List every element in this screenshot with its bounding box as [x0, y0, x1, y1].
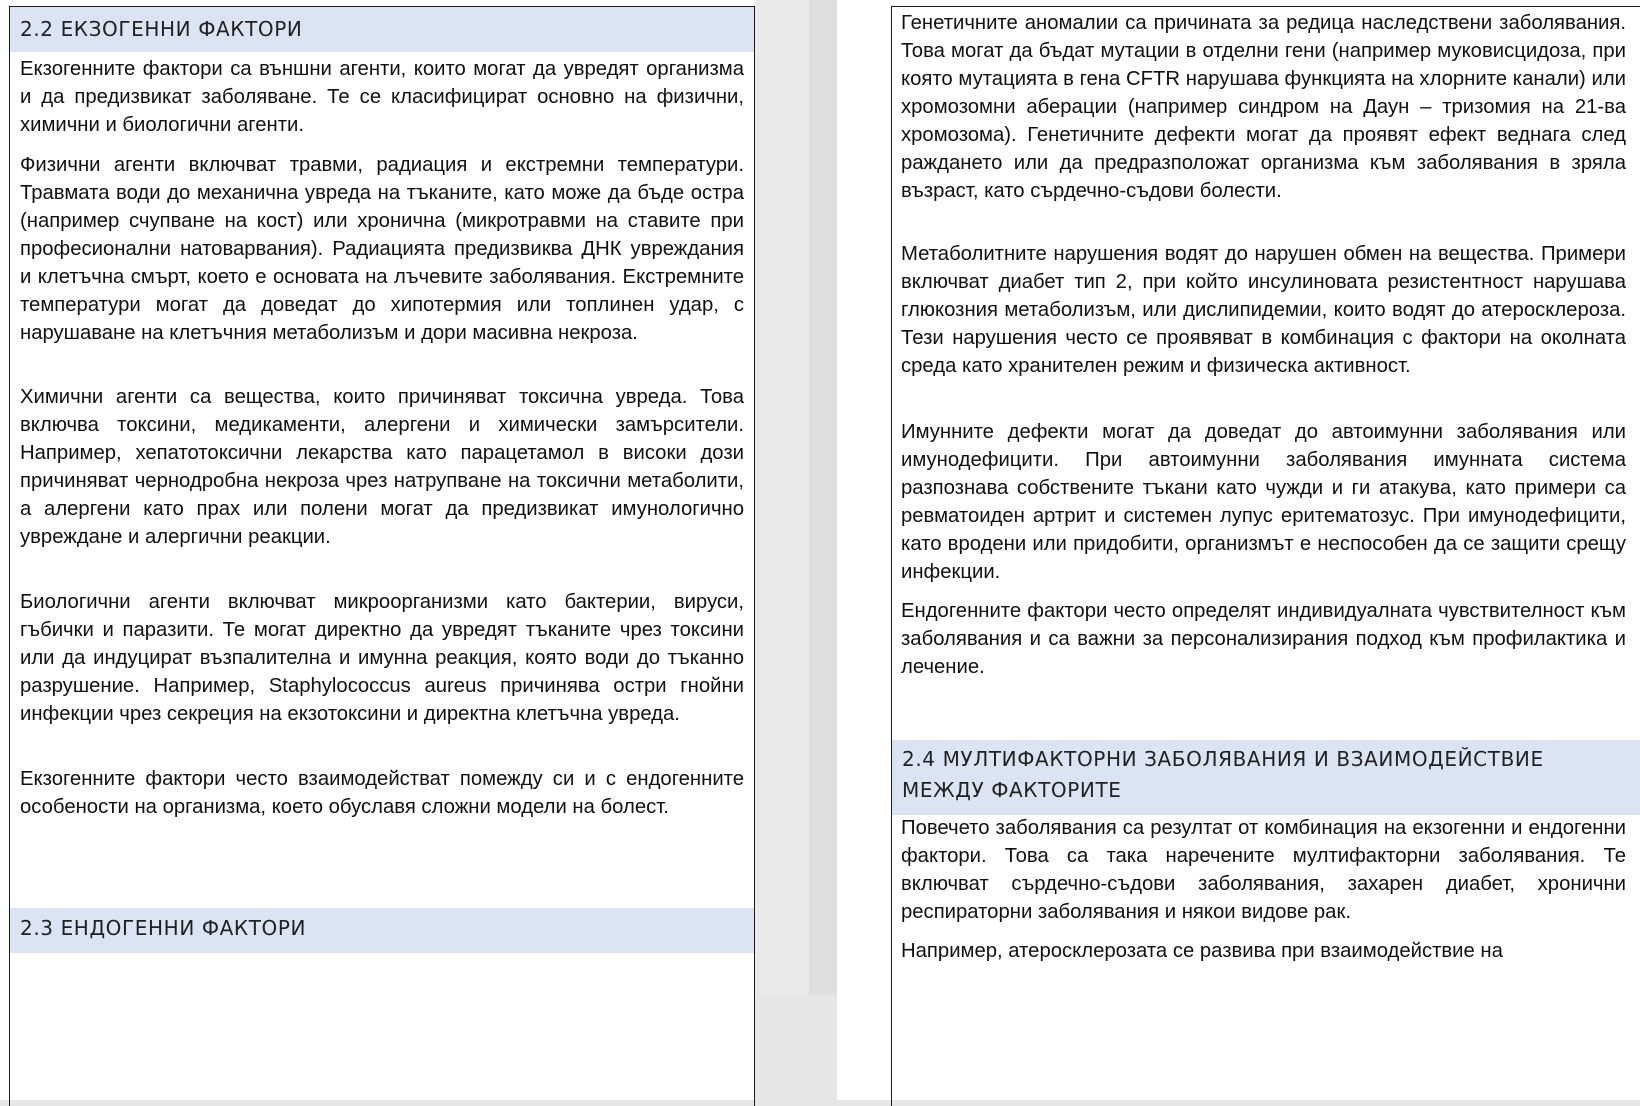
paragraph-exogenous-intro: Екзогенните фактори са външни агенти, които могат да увредят организма и да предизвикат заболяване. Те се класифицират основно на физични, химични и биологични агенти.	[20, 58, 744, 136]
section-heading-2-2: 2.2 ЕКЗОГЕННИ ФАКТОРИ	[10, 7, 754, 52]
paragraph-exogenous-interaction: Екзогенните фактори често взаимодействат помежду си и с ендогенните особености на организма, което обуславя сложни модели на болест.	[20, 768, 744, 818]
section-heading-2-4	[892, 740, 1640, 815]
paragraph-metabolic-disorders: Метаболитните нарушения водят до нарушен обмен на вещества. Примери включват диабет тип 2, при който инсулиновата резистентност нарушава глюкозния метаболизъм, или дислипидемии, които водят до атеросклероза. Тези нарушения често се проявяват в комбинация с фактори на околната среда като хранителен режим и физическа активност.	[901, 243, 1626, 377]
paragraph-atherosclerosis-cut: Например, атеросклерозата се развива при взаимодействие на	[901, 940, 1503, 962]
page-gap-shade	[809, 0, 837, 995]
paragraph-multifactorial-intro: Повечето заболявания са резултат от комбинация на екзогенни и ендогенни фактори. Това са така наречените мултифакторни заболявания. Те включват сърдечно-съдови заболявания, захарен диабет, хронични респираторни заболявания и някои видове рак.	[901, 817, 1626, 923]
paragraph-biological-agents: Биологични агенти включват микроорганизми като бактерии, вируси, гъбички и паразити. Те могат директно да увредят тъканите чрез токсини или да индуцират възпалителна и имунна реакция, която води до тъканно разрушение. Например, Staphylococcus aureus причинява остри гнойни инфекции чрез секреция на екзотоксини и директна клетъчна увреда.	[20, 591, 744, 725]
paragraph-endogenous-summary: Ендогенните фактори често определят индивидуалната чувствителност към заболявания и са важни за персонализирания подход към профилактика и лечение.	[901, 600, 1626, 678]
section-heading-2-4-line1: 2.4 МУЛТИФАКТОРНИ ЗАБОЛЯВАНИЯ И ВЗАИМОДЕЙСТВИЕ	[902, 747, 1544, 771]
section-heading-2-4-line2: МЕЖДУ ФАКТОРИТЕ	[902, 778, 1122, 802]
text-frame-left	[9, 6, 755, 1106]
paragraph-chemical-agents: Химични агенти са вещества, които причиняват токсична увреда. Това включва токсини, медикаменти, алергени и химически замърсители. Например, хепатотоксични лекарства като парацетамол в високи дози причиняват чернодробна некроза чрез натрупване на токсични метаболити, а алергени като прах или полени могат да предизвикат имунологично увреждане и алергични реакции.	[20, 386, 744, 548]
paragraph-physical-agents: Физични агенти включват травми, радиация и екстремни температури. Травмата води до механична увреда на тъканите, като може да бъде остра (например счупване на кост) или хронична (микротравми на ставите при професионални натоварвания). Радиацията предизвиква ДНК увреждания и клетъчна смърт, което е основата на лъчевите заболявания. Екстремните температури могат да доведат до хипотермия или топлинен удар, с нарушаване на клетъчния метаболизъм и дори масивна некроза.	[20, 154, 744, 344]
text-frame-right	[891, 6, 1640, 1106]
paragraph-genetic-anomalies: Генетичните аномалии са причината за редица наследствени заболявания. Това могат да бъдат мутации в отделни гени (например муковисцидоза, при която мутацията в гена CFTR нарушава функцията на хлорните канали) или хромозомни аберации (например синдром на Даун – тризомия на 21-ва хромозома). Генетичните дефекти могат да проявят ефект веднага след раждането или да предразположат организма към заболявания в зряла възраст, като сърдечно-съдови болести.	[901, 12, 1626, 202]
section-heading-2-3: 2.3 ЕНДОГЕННИ ФАКТОРИ	[10, 908, 754, 953]
paragraph-immune-defects: Имунните дефекти могат да доведат до автоимунни заболявания или имунодефицити. При автоимунни заболявания имунната система разпознава собствените тъкани като чужди и ги атакува, като примери са ревматоиден артрит и системен лупус еритематозус. При имунодефицити, като вродени или придобити, организмът е неспособен да се защити срещу инфекции.	[901, 421, 1626, 583]
